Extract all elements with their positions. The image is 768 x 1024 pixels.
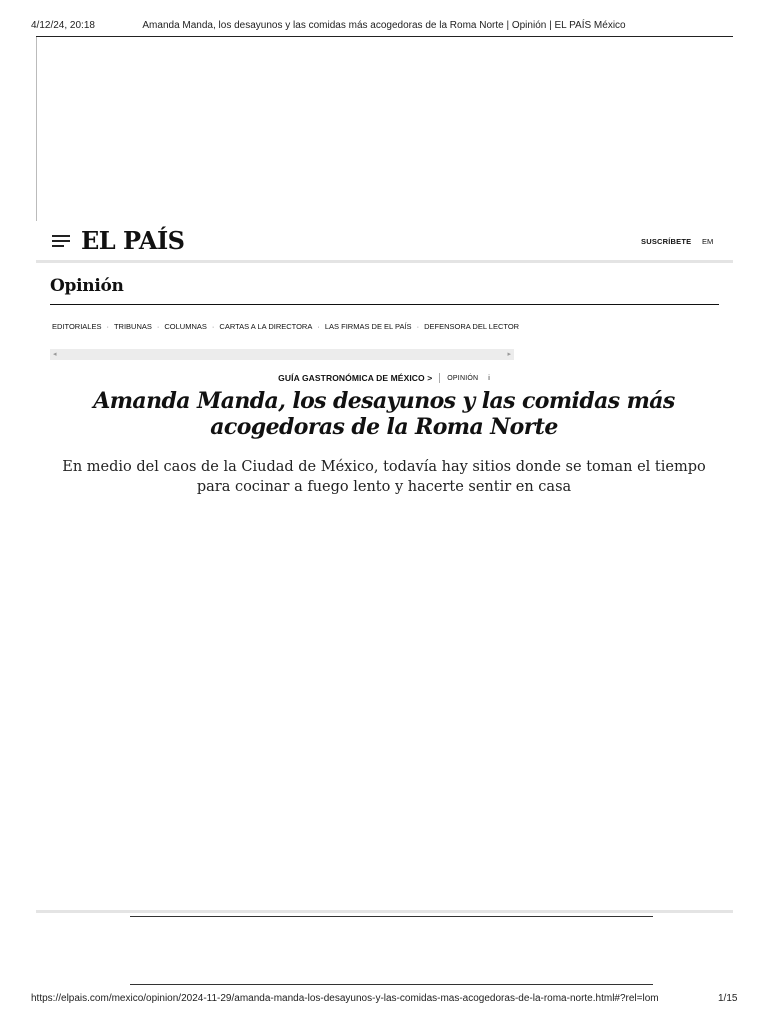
section-subnav xyxy=(52,322,519,331)
horizontal-scrollbar[interactable] xyxy=(50,349,514,360)
menu-icon[interactable] xyxy=(52,235,70,247)
scroll-right-icon[interactable]: ▸ xyxy=(507,351,511,358)
subnav-item-tribunas[interactable]: TRIBUNAS xyxy=(113,322,152,331)
scroll-left-icon[interactable]: ◂ xyxy=(53,351,57,358)
info-icon[interactable]: i xyxy=(488,374,490,382)
subnav-separator: · xyxy=(106,322,109,331)
subnav-separator: · xyxy=(416,322,420,331)
bottom-divider xyxy=(36,910,733,913)
top-divider xyxy=(36,36,733,37)
subnav-item-firmas[interactable]: LAS FIRMAS DE EL PAÍS xyxy=(324,322,412,331)
subnav-item-defensora[interactable]: DEFENSORA DEL LECTOR xyxy=(424,322,520,331)
print-date: 4/12/24, 20:18 xyxy=(31,20,95,31)
article-standfirst: En medio del caos de la Ciudad de México, todavía hay sitios donde se toman el tiempo para cocinar a fuego lento y hacerte sentir en casa xyxy=(62,459,706,495)
header-divider xyxy=(36,260,733,263)
print-page-number: 1/15 xyxy=(718,993,738,1004)
subnav-separator: · xyxy=(317,322,320,331)
ad-placeholder-edge xyxy=(36,37,37,221)
image-frame-top xyxy=(130,916,653,917)
article-kicker xyxy=(0,373,768,383)
kicker-section-link[interactable]: GUÍA GASTRONÓMICA DE MÉXICO > xyxy=(278,373,433,383)
kicker-divider xyxy=(439,373,440,383)
subnav-separator: · xyxy=(211,322,215,331)
section-title[interactable]: Opinión xyxy=(50,276,124,296)
print-url: https://elpais.com/mexico/opinion/2024-11-29/amanda-manda-los-desayunos-y-las-comidas-mas-acogedoras-de-la-roma-norte.html#?rel=lom xyxy=(31,993,659,1004)
print-page-title: Amanda Manda, los desayunos y las comidas más acogedoras de la Roma Norte | Opinión | EL PAÍS México xyxy=(142,20,626,31)
subnav-separator: · xyxy=(156,322,160,331)
section-divider xyxy=(50,304,719,305)
subnav-item-editoriales[interactable]: EDITORIALES xyxy=(52,322,102,331)
image-frame-bottom xyxy=(130,984,653,985)
edition-selector[interactable]: EM xyxy=(702,237,714,246)
kicker-label: OPINIÓN xyxy=(447,374,479,382)
site-logo[interactable]: EL PAÍS xyxy=(81,226,185,255)
article-headline: Amanda Manda, los desayunos y las comidas más acogedoras de la Roma Norte xyxy=(93,388,675,440)
subscribe-button[interactable]: SUSCRÍBETE xyxy=(641,237,692,246)
subnav-item-cartas[interactable]: CARTAS A LA DIRECTORA xyxy=(219,322,313,331)
subnav-item-columnas[interactable]: COLUMNAS xyxy=(164,322,207,331)
